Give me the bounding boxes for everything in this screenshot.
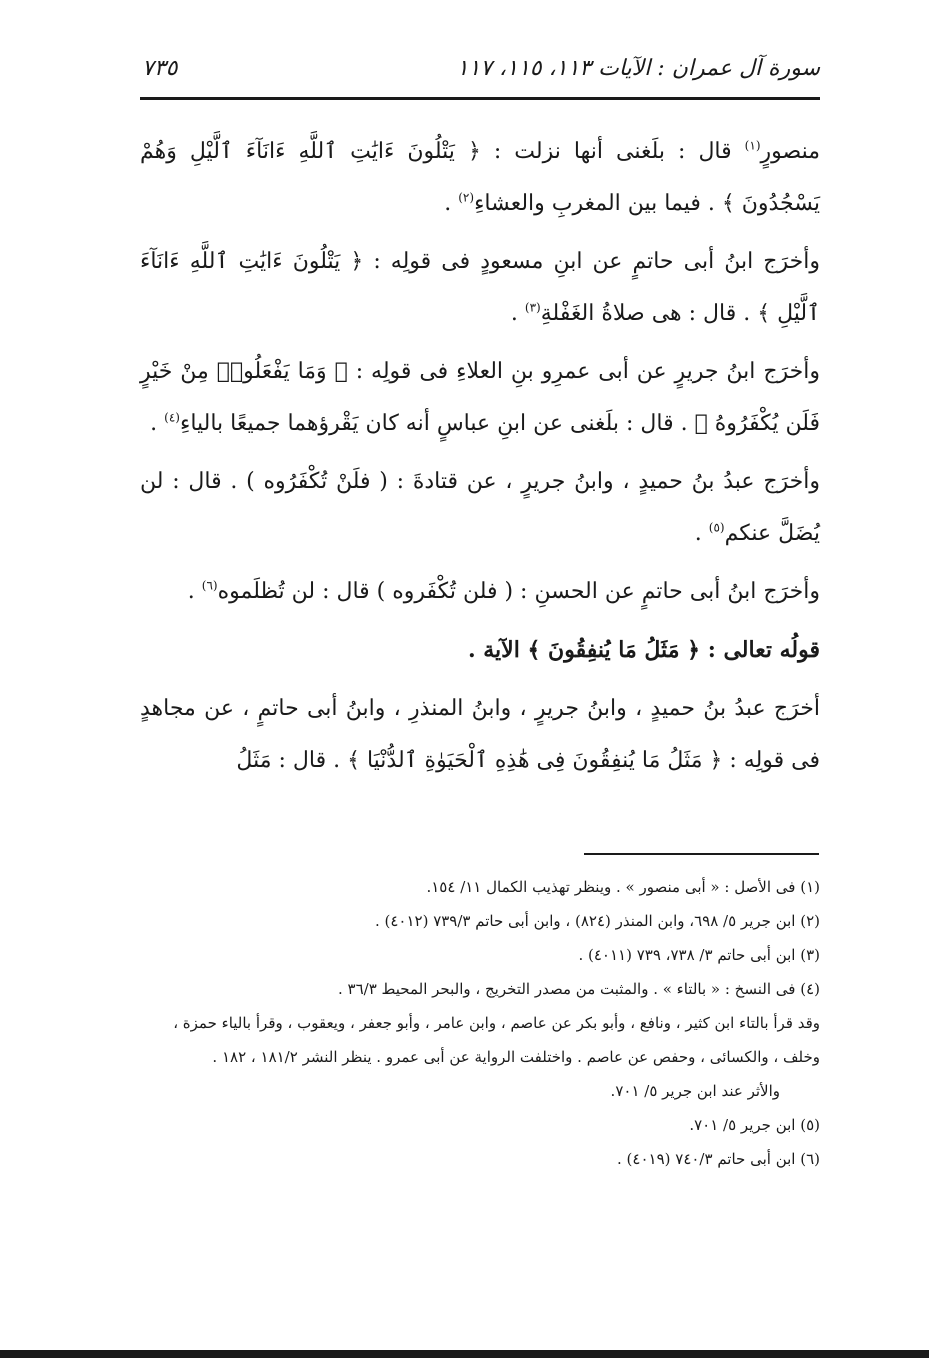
paragraph-5 (140, 566, 820, 618)
paragraph-3-end: . (150, 411, 165, 436)
footnote-ref-2: (٢) (458, 190, 475, 205)
paragraph-5-end: . (187, 579, 202, 604)
paragraph-4-end: . (694, 521, 709, 546)
footnote-ref-3: (٣) (524, 300, 541, 315)
paragraph-2-text: وأخرَج ابنُ أبى حاتمٍ عن ابنِ مسعودٍ فى قولِه : ﴿ يَتْلُونَ ءَايَٰتِ ٱللَّهِ ءَانَآءَ ٱلَّيْلِ ﴾ . قال : هى صلاةُ الغَفْلةِ (140, 249, 820, 326)
paragraph-5-text: وأخرَج ابنُ أبى حاتمٍ عن الحسنِ : ( فلن تُكْفَروه ) قال : لن تُظلَموه (217, 579, 820, 604)
footnote-5: (٥) ابن جرير ٥/ ٧٠١. (689, 1116, 820, 1134)
footnote-ref-4: (٤) (164, 410, 180, 425)
paragraph-6 (140, 624, 820, 677)
footnote-4-continuation-3: والأثر عند ابن جرير ٥/ ٧٠١. (610, 1082, 780, 1100)
paragraph-4 (140, 456, 820, 560)
paragraph-2-end: . (510, 301, 525, 326)
footnote-6: (٦) ابن أبى حاتم ٧٤٠/٣ (٤٠١٩) . (617, 1150, 820, 1168)
footnote-4-continuation-1: وقد قرأ بالتاء ابن كثير ، ونافع ، وأبو بكر عن عاصم ، وابن عامر ، وأبو جعفر ، ويعقوب ، وقرأ بالياء حمزة ، (173, 1014, 820, 1032)
scan-edge-bar (0, 1350, 929, 1358)
footnote-ref-1: (١) (744, 138, 761, 153)
footnote-1: (١) فى الأصل : « أبى منصور » . وينظر تهذيب الكمال ١١/ ١٥٤. (426, 878, 820, 896)
footnote-4-continuation-2: وخلف ، والكسائى ، وحفص عن عاصم . واختلفت الرواية عن أبى عمرو . ينظر النشر ١٨١/٢ ، ١٨٢ . (212, 1048, 820, 1066)
verse-heading-label: قولُه تعالى : (700, 637, 820, 663)
footnote-ref-6: (٦) (201, 578, 218, 593)
paragraph-1-start: منصورٍ (760, 139, 820, 164)
main-text (140, 126, 820, 793)
footnote-rule (584, 853, 819, 855)
header-rule (140, 97, 820, 100)
running-header (140, 50, 820, 94)
paragraph-2 (140, 236, 820, 340)
paragraph-1-end: . (444, 191, 459, 216)
footnote-2: (٢) ابن جرير ٥/ ٦٩٨، وابن المنذر (٨٢٤) ، وابن أبى حاتم ٧٣٩/٣ (٤٠١٢) . (374, 912, 820, 930)
paragraph-7-text: أخرَج عبدُ بنُ حميدٍ ، وابنُ جريرٍ ، وابنُ المنذرِ ، وابنُ أبى حاتمٍ ، عن مجاهدٍ فى قولِه : ﴿ مَثَلُ مَا يُنفِقُونَ فِى هَٰذِهِ ٱلْحَيَوٰةِ ٱلدُّنْيَا ﴾ . قال : مَثَلُ (140, 696, 820, 773)
page-number: ٧٣٥ (142, 56, 178, 81)
verse-heading-text: ﴿ مَثَلُ مَا يُنفِقُونَ ﴾ الآية . (467, 637, 701, 663)
footnote-3: (٣) ابن أبى حاتم ٣/ ٧٣٨، ٧٣٩ (٤٠١١) . (578, 946, 820, 964)
footnotes (140, 870, 820, 1176)
footnote-ref-5: (٥) (708, 520, 725, 535)
paragraph-1 (140, 126, 820, 230)
header-title: سورة آل عمران : الآيات ١١٣، ١١٥، ١١٧ (456, 56, 820, 81)
paragraph-4-text: وأخرَج عبدُ بنُ حميدٍ ، وابنُ جريرٍ ، عن قتادةَ : ( فلَنْ تُكْفَرُوه ) . قال : لن يُضَلَّ عنكم (140, 469, 820, 546)
paragraph-1-text: قال : بلَغنى أنها نزلت : ﴿ يَتْلُونَ ءَايَٰتِ ٱللَّهِ ءَانَآءَ ٱلَّيْلِ وَهُمْ يَسْجُدُونَ ﴾ . فيما بين المغربِ والعشاءِ (140, 139, 820, 216)
paragraph-3-text: وأخرَج ابنُ جريرٍ عن أبى عمرِو بنِ العلاءِ فى قولِه : ﴿ وَمَا يَفْعَلُوا۟ مِنْ خَيْرٍ فَلَن يُكْفَرُوهُ ﴾ . قال : بلَغنى عن ابنِ عباسٍ أنه كان يَقْرؤهما جميعًا بالياءِ (140, 359, 820, 436)
paragraph-7 (140, 683, 820, 787)
paragraph-3 (140, 346, 820, 450)
footnote-4: (٤) فى النسخ : « بالتاء » . والمثبت من مصدر التخريج ، والبحر المحيط ٣٦/٣ . (337, 980, 820, 998)
